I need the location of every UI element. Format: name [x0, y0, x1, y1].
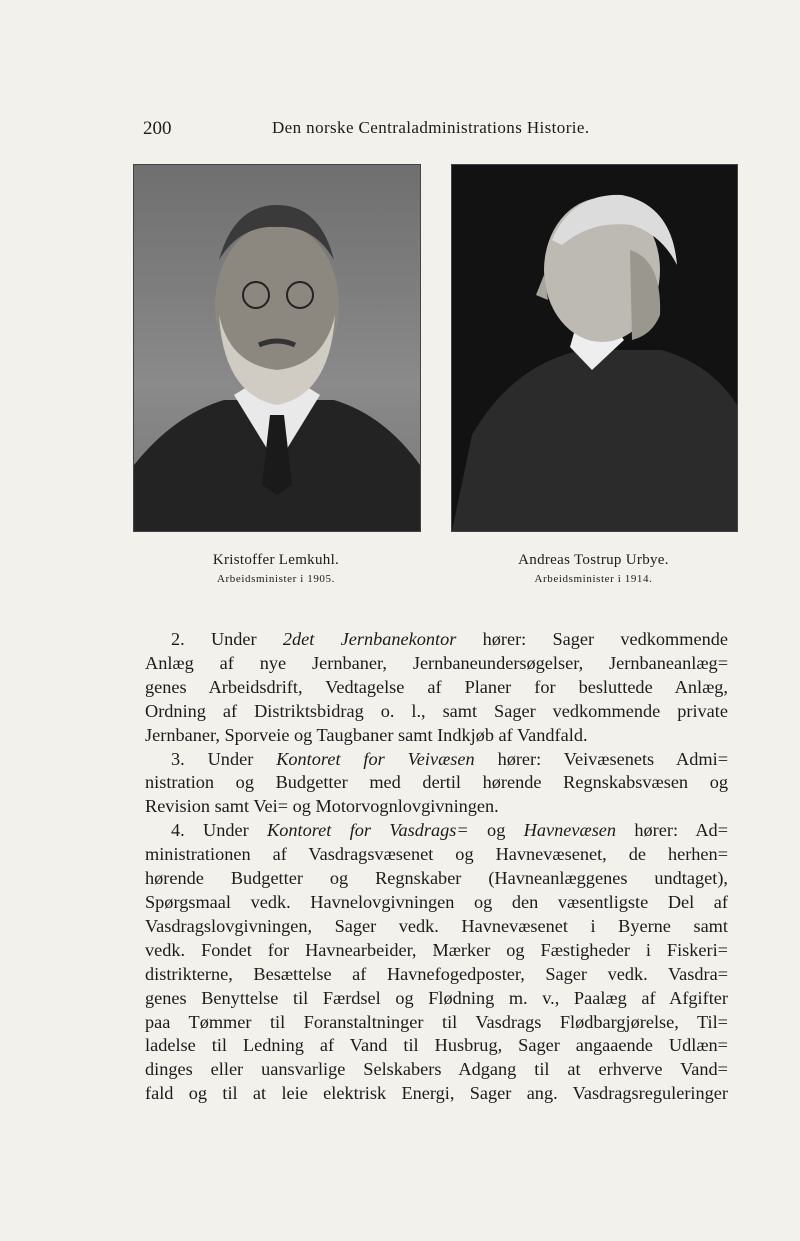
text-line [145, 915, 728, 939]
portrait-photo-urbye [451, 164, 738, 532]
text-line [145, 1011, 728, 1035]
text-line [145, 843, 728, 867]
portrait-photo-lemkuhl [133, 164, 421, 532]
text-run: Anlæg af nye Jernbaner, Jernbaneundersøgelser, Jernbaneanlæg= [145, 652, 728, 673]
text-line [145, 867, 728, 891]
body-text [145, 628, 728, 1106]
caption-name: Kristoffer Lemkuhl. [212, 552, 340, 568]
text-run: Revision samt Vei= og Motorvognlovgivningen. [145, 796, 499, 817]
text-run: og [468, 820, 524, 841]
caption-urbye [451, 552, 736, 585]
text-run: Jernbaner, Sporveie og Taugbaner samt Indkjøb af Vandfald. [145, 724, 588, 745]
text-run: genes Arbeidsdrift, Vedtagelse af Planer for besluttede Anlæg, [145, 676, 728, 697]
text-run: 2. Under [171, 629, 283, 649]
text-run: nistration og Budgetter med dertil hørende Regnskabsvæsen og [145, 772, 728, 793]
text-run: hører: Sager vedkommende [456, 629, 728, 649]
text-run: Vasdragslovgivningen, Sager vedk. Havnevæsenet i Byerne samt [145, 915, 728, 936]
text-line [145, 963, 728, 987]
caption-name: Andreas Tostrup Urbye. [518, 552, 669, 568]
text-line [145, 652, 728, 676]
text-run: dinges eller uansvarlige Selskabers Adgang til at erhverve Vand= [145, 1059, 728, 1080]
italic-heading: Kontoret for Vasdrags= [267, 820, 469, 841]
paragraph [145, 819, 728, 1106]
text-line [145, 795, 728, 819]
running-head: Den norske Centraladministrations Historie. [272, 118, 590, 137]
text-run: distrikterne, Besættelse af Havnefogedposter, Sager vedk. Vasdra= [145, 963, 728, 984]
text-line [145, 628, 728, 652]
text-run: hørende Budgetter og Regnskaber (Havneanlæggenes undtaget), [145, 868, 728, 889]
italic-heading: Kontoret for Veivæsen [276, 748, 475, 769]
text-run: ladelse til Ledning af Vand til Husbrug, Sager angaaende Udlæn= [145, 1035, 728, 1056]
text-run: paa Tømmer til Foranstaltninger til Vasdrags Flødbargjørelse, Til= [145, 1011, 728, 1032]
text-run: ministrationen af Vasdragsvæsenet og Havnevæsenet, de herhen= [145, 844, 728, 865]
caption-role: Arbeidsminister i 1905. [217, 573, 335, 585]
text-line [145, 1058, 728, 1082]
italic-heading: Havnevæsen [523, 820, 617, 841]
text-line [145, 891, 728, 915]
paragraph [145, 628, 728, 748]
paragraph [145, 748, 728, 820]
text-run: vedk. Fondet for Havnearbeider, Mærker og Fæstigheder i Fiskeri= [145, 939, 728, 960]
text-line [145, 724, 728, 748]
text-run: Spørgsmaal vedk. Havnelovgivningen og den væsentligste Del af [145, 891, 728, 912]
text-line [145, 676, 728, 700]
page-number: 200 [143, 118, 172, 139]
text-line [145, 1082, 728, 1106]
text-line [145, 748, 728, 772]
text-line [145, 819, 728, 843]
text-run: fald og til at leie elektrisk Energi, Sager ang. Vasdragsreguleringer [145, 1083, 728, 1104]
text-run: genes Benyttelse til Færdsel og Flødning m. v., Paalæg af Afgifter [145, 987, 728, 1008]
caption-lemkuhl [133, 552, 419, 585]
italic-heading: 2det Jernbanekontor [282, 629, 457, 649]
text-run: hører: Ad= [616, 820, 729, 841]
text-line [145, 771, 728, 795]
text-run: 4. Under [171, 820, 268, 841]
text-line [145, 700, 728, 724]
text-run: Ordning af Distriktsbidrag o. l., samt Sager vedkommende private [145, 700, 728, 721]
text-line [145, 939, 728, 963]
text-line [145, 1034, 728, 1058]
text-run: hører: Veivæsenets Admi= [474, 748, 729, 769]
text-line [145, 987, 728, 1011]
text-run: 3. Under [171, 748, 277, 769]
caption-role: Arbeidsminister i 1914. [534, 573, 653, 585]
